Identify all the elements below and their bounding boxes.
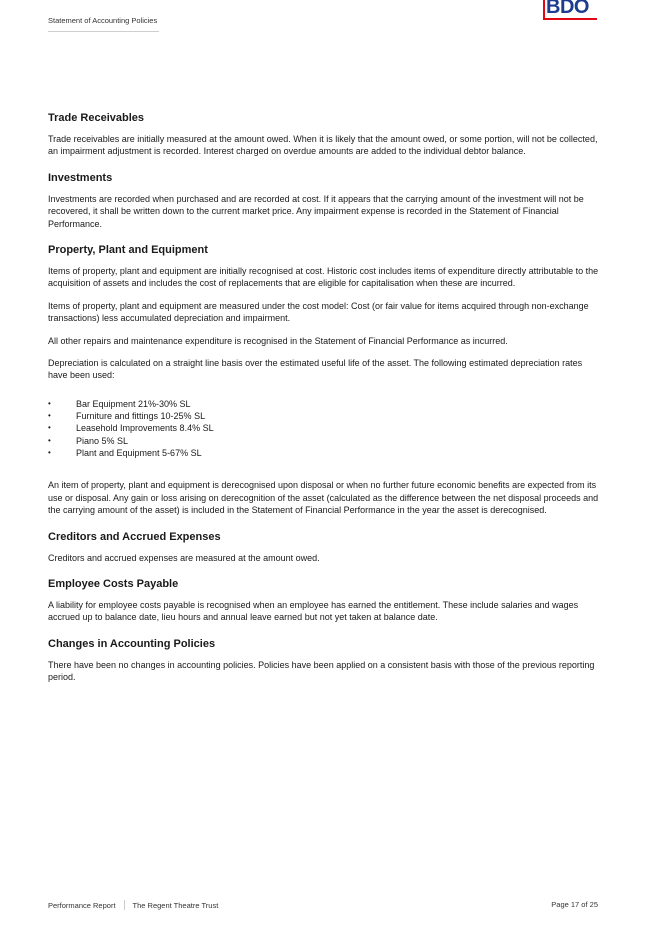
section-heading: Employee Costs Payable [48, 577, 179, 590]
section-creditors [48, 531, 600, 564]
logo-text: BDO [546, 0, 589, 18]
section-heading: Property, Plant and Equipment [48, 244, 208, 257]
footer-organisation: The Regent Theatre Trust [132, 901, 219, 910]
list-item [48, 422, 600, 434]
page-number: Page 17 of 25 [551, 900, 598, 909]
paragraph: An item of property, plant and equipment is derecognised upon disposal or when no further future economic benefits are expected from its use or disposal. Any gain or loss arising on derecognition of the asset (calculated as the difference between the net disposal proceeds and the carrying amount of the asset) is included in the Statement of Financial Performance in the year the asset is derecognised. [48, 480, 599, 516]
bullet-icon: • [48, 411, 51, 421]
list-item-text: Bar Equipment 21%-30% SL [76, 398, 191, 409]
logo-accent-vertical [543, 0, 545, 19]
paragraph: Items of property, plant and equipment are measured under the cost model: Cost (or fair value for items acquired through non-exchange transactions) less accumulated depreciation and impairment. [48, 300, 589, 324]
depreciation-rates-list [48, 398, 600, 459]
paragraph: Items of property, plant and equipment are initially recognised at cost. Historic cost includes items of expenditure directly attributable to the acquisition of assets and includes the cost of replacements that are eligible for capitalisation when these are incurred. [48, 266, 599, 289]
paragraph: Depreciation is calculated on a straight line basis over the estimated useful life of the asset. The following estimated depreciation rates have been used: [48, 358, 583, 381]
section-heading: Trade Receivables [48, 112, 145, 124]
footer-left [48, 900, 218, 910]
document-body [48, 112, 600, 698]
list-item [48, 398, 600, 410]
list-item-text: Leasehold Improvements 8.4% SL [76, 423, 214, 434]
section-changes-in-policies [48, 638, 600, 684]
list-item [48, 435, 600, 447]
bullet-icon: • [48, 448, 51, 458]
bullet-icon: • [48, 423, 51, 433]
section-investments [48, 172, 600, 230]
paragraph: A liability for employee costs payable is recognised when an employee has earned the entitlement. These include salaries and wages accrued up to balance date, lieu hours and annual leave earned but not yet taken at balance date. [48, 599, 579, 623]
header-divider [48, 31, 159, 32]
bullet-icon: • [48, 435, 51, 445]
section-property-plant-equipment [48, 244, 600, 517]
running-header-title: Statement of Accounting Policies [48, 16, 158, 25]
list-item [48, 410, 600, 422]
bullet-icon: • [48, 398, 51, 408]
list-item-text: Plant and Equipment 5-67% SL [76, 448, 202, 459]
paragraph: Creditors and accrued expenses are measured at the amount owed. [48, 552, 320, 563]
list-item-text: Piano 5% SL [76, 435, 129, 446]
list-item [48, 447, 600, 459]
paragraph: Trade receivables are initially measured at the amount owed. When it is likely that the amount owed, or some portion, will not be collected, an impairment adjustment is recorded. Interest charged on overdue amounts are added to the individual debtor balance. [48, 134, 598, 157]
bdo-logo [543, 0, 599, 22]
footer-report-name: Performance Report [48, 901, 116, 910]
section-trade-receivables [48, 112, 600, 158]
paragraph: There have been no changes in accounting policies. Policies have been applied on a consistent basis with those of the previous reporting period. [48, 659, 595, 683]
section-heading: Investments [48, 171, 113, 184]
paragraph: Investments are recorded when purchased and are recorded at cost. If it appears that the carrying amount of the investment will not be recovered, it shall be written down to the current market price. Any impairment expense is recorded in the Statement of Financial Performance. [48, 193, 584, 229]
section-employee-costs [48, 578, 600, 624]
paragraph: All other repairs and maintenance expenditure is recognised in the Statement of Financial Performance as incurred. [48, 335, 508, 346]
section-heading: Creditors and Accrued Expenses [48, 530, 221, 543]
section-heading: Changes in Accounting Policies [48, 637, 216, 650]
list-item-text: Furniture and fittings 10-25% SL [76, 411, 206, 422]
footer-separator [124, 900, 125, 910]
